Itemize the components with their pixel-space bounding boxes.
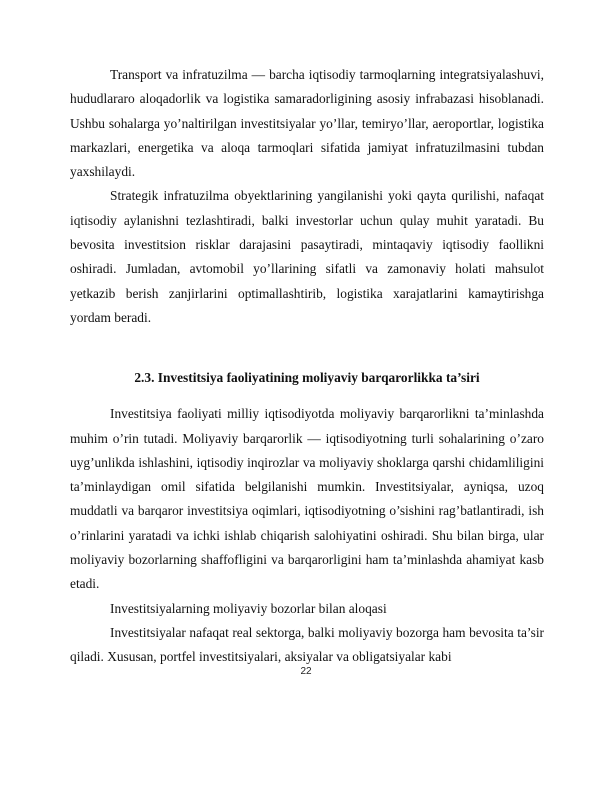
paragraph-portfolio-investments: Investitsiyalar nafaqat real sektorga, balki moliyaviy bozorga ham bevosita ta’sir qiladi. Xususan, portfel investitsiyalari, aksiyalar va obligatsiyalar kabi [70,624,544,665]
paragraph-transport-infrastructure: Transport va infratuzilma — barcha iqtisodiy tarmoqlarning integratsiyalashuvi, hududlararo aloqadorlik va logistika samaradorligining asosiy infrabazasi hisoblanadi. Ushbu sohalarga yo’naltirilgan investitsiyalar yo’llar, temiryo’llar, aeroportlar, logistika markazlari, energetika va aloqa tarmoqlari sifatida jamiyat infratuzilmasini tubdan yaxshilaydi. [70,67,544,180]
section-heading: 2.3. Investitsiya faoliyatining moliyaviy barqarorlikka ta’siri [134,370,480,386]
page-number: 22 [300,666,312,677]
page-content [70,63,544,670]
paragraph-subheading-financial-markets: Investitsiyalarning moliyaviy bozorlar bilan aloqasi [110,600,387,616]
paragraph-strategic-infrastructure: Strategik infratuzilma obyektlarining yangilanishi yoki qayta qurilishi, nafaqat iqtisodiy aylanishni tezlashtiradi, balki investorlar uchun qulay muhit yaratadi. Bu bevosita investitsion risklar darajasini pasaytiradi, mintaqaviy iqtisodiy faollikni oshiradi. Jumladan, avtomobil yo’llarining sifatli va zamonaviy holati mahsulot yetkazib berish zanjirlarini optimallashtirib, logistika xarajatlarini kamaytirishga yordam beradi. [70,188,544,325]
paragraph-financial-stability: Investitsiya faoliyati milliy iqtisodiyotda moliyaviy barqarorlikni ta’minlashda muhim o’rin tutadi. Moliyaviy barqarorlik — iqtisodiyotning turli sohalarining o’zaro uyg’unlikda ishlashini, iqtisodiy inqirozlar va moliyaviy shoklarga qarshi chidamliligini ta’minlaydigan omil sifatida belgilanishi mumkin. Investitsiyalar, ayniqsa, uzoq muddatli va barqaror investitsiya oqimlari, iqtisodiyotning o’sishini rag’batlantiradi, ish o’rinlarini yaratadi va ichki ishlab chiqarish salohiyatini oshiradi. Shu bilan birga, ular moliyaviy bozorlarning shaffofligini va barqarorligini ham ta’minlashda ahamiyat kasb etadi. [70,406,544,592]
